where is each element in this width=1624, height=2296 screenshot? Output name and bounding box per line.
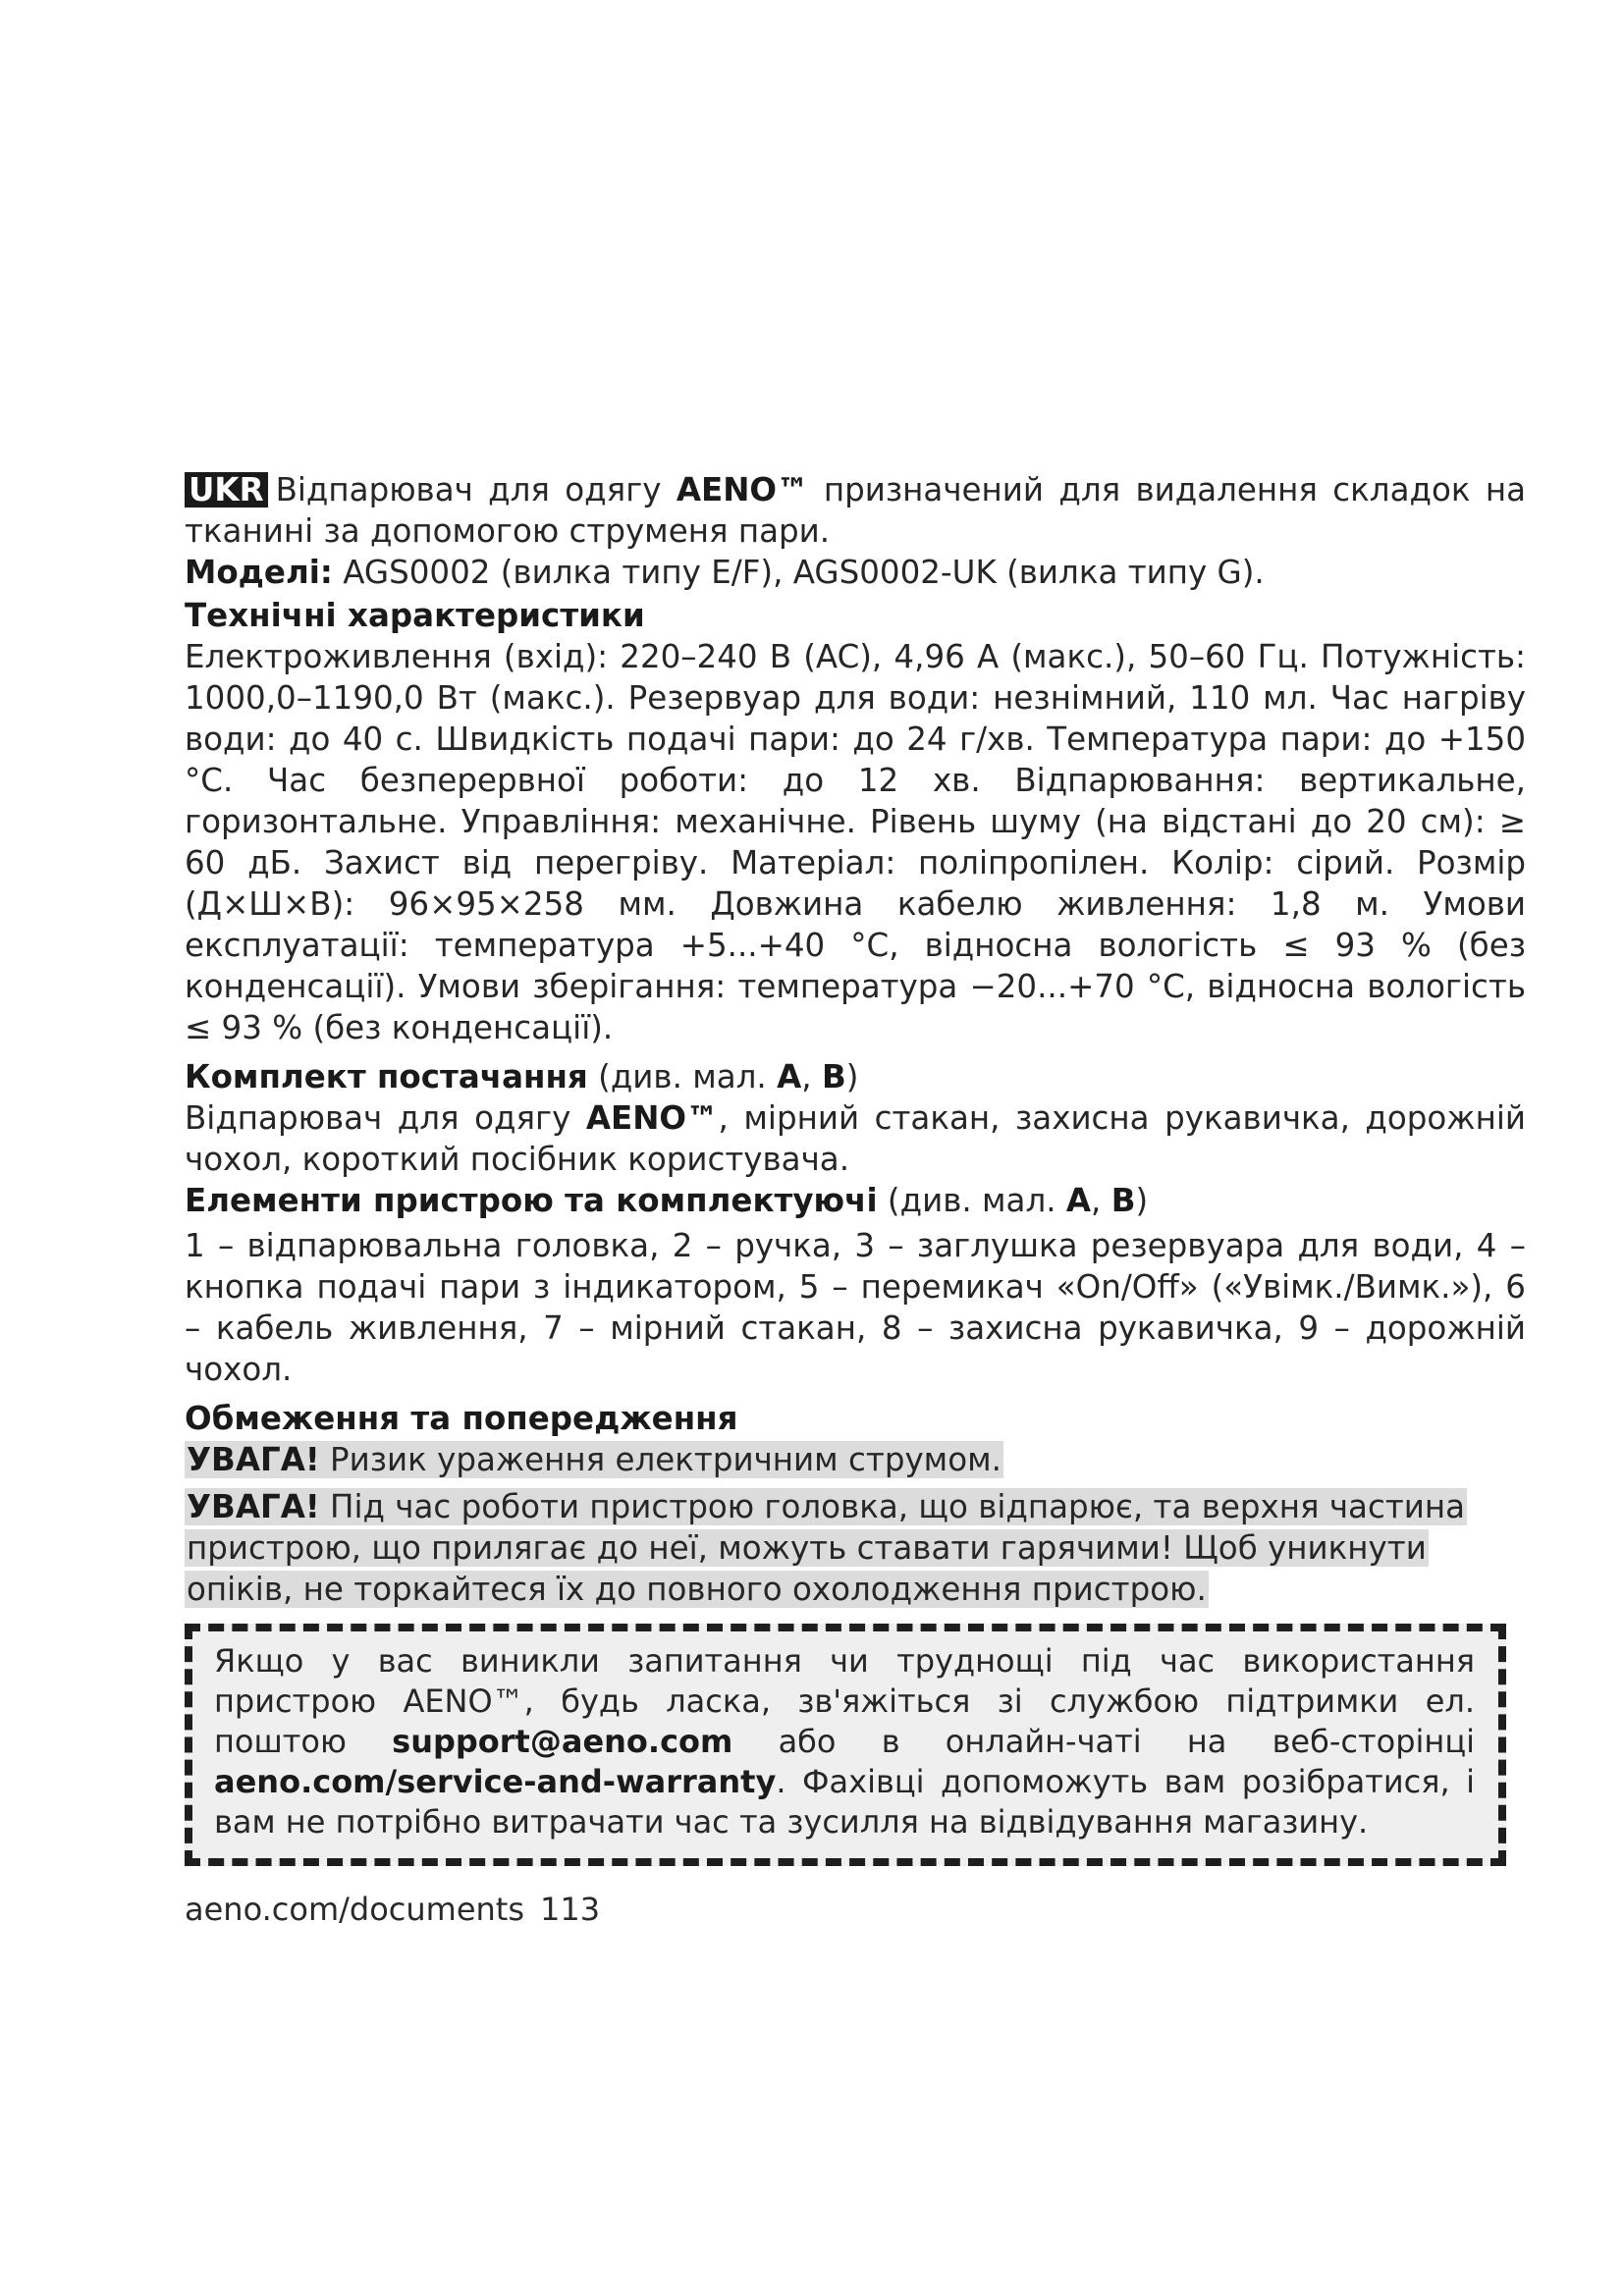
warning-highlight-2 xyxy=(185,1488,1467,1608)
package-ref-prefix: (див. мал. xyxy=(587,1058,778,1095)
page-footer xyxy=(185,1890,1526,1929)
support-text-1: Якщо у вас виникли запитання чи труднощі під час використання пристрою AENO™, будь ласка, зв'яжіться зі службою підтримки ел. поштою xyxy=(214,1642,1475,1760)
intro-text-start: Відпарювач для одягу xyxy=(275,471,677,508)
support-url-link[interactable]: aeno.com/service-and-warranty xyxy=(214,1763,777,1800)
manual-page xyxy=(185,469,1526,1929)
specs-title: Технічні характеристики xyxy=(185,597,645,634)
language-badge: UKR xyxy=(185,472,268,507)
models-line xyxy=(185,552,1526,593)
package-text-end: , мірний стакан, захисна рукавичка, дорожній чохол, короткий посібник користувача. xyxy=(185,1099,1526,1178)
package-ref-suffix: ) xyxy=(845,1058,859,1095)
elements-heading xyxy=(185,1180,1526,1221)
elements-ref-a: A xyxy=(1065,1182,1092,1219)
intro-paragraph xyxy=(185,469,1526,552)
warning-text-2: Під час роботи пристрою головка, що відпарює, та верхня частина пристрою, що прилягає до неї, можуть ставати гарячими! Щоб уникнути опіків, не торкайтеся їх до повного охолодження пристрою. xyxy=(187,1488,1466,1608)
page-number: 113 xyxy=(540,1891,601,1928)
package-ref-b: B xyxy=(821,1058,846,1095)
specs-text: Електроживлення (вхід): 220–240 В (AC), 4,96 А (макс.), 50–60 Гц. Потужність: 1000,0–1190,0 Вт (макс.). Резервуар для води: незнімний, 110 мл. Час нагріву води: до 40 с. Швидкість подачі пари: до 24 г/хв. Температура пари: до +150 °C. Час безперервної роботи: до 12 хв. Відпарювання: вертикальне, горизонтальне. Управління: механічне. Рівень шуму (на відстані до 20 см): ≥ 60 дБ. Захист від перегріву. Матеріал: поліпропілен. Колір: сірий. Розмір (Д×Ш×В): 96×95×258 мм. Довжина кабелю живлення: 1,8 м. Умови експлуатації: температура +5...+40 °C, відносна вологість ≤ 93 % (без конденсації). Умови зберігання: температура −20...+70 °C, відносна вологість ≤ 93 % (без конденсації). xyxy=(185,638,1526,1046)
warning-label-2: УВАГА! xyxy=(187,1488,320,1525)
support-text-3: . Фахівці допоможуть вам розібратися, і вам не потрібно витрачати час та зусилля на відвідування магазину. xyxy=(214,1763,1475,1841)
elements-ref-suffix: ) xyxy=(1135,1182,1149,1219)
warning-item-2 xyxy=(185,1486,1526,1610)
support-text-2: або в онлайн-чаті на веб-сторінці xyxy=(732,1723,1475,1760)
elements-ref-prefix: (див. мал. xyxy=(877,1182,1066,1219)
warnings-title: Обмеження та попередження xyxy=(185,1400,738,1437)
elements-ref-b: B xyxy=(1110,1182,1136,1219)
elements-ref-sep: , xyxy=(1091,1182,1111,1219)
support-notice-box xyxy=(185,1624,1506,1866)
package-text-start: Відпарювач для одягу xyxy=(185,1099,586,1137)
package-text xyxy=(185,1097,1526,1180)
warning-label-1: УВАГА! xyxy=(187,1441,320,1478)
package-title: Комплект постачання xyxy=(185,1058,588,1095)
elements-text: 1 – відпарювальна головка, 2 – ручка, 3 – заглушка резервуара для води, 4 – кнопка подачі пари з індикатором, 5 – перемикач «On/Off» («Увімк./Вимк.»), 6 – кабель живлення, 7 – мірний стакан, 8 – захисна рукавичка, 9 – дорожній чохол. xyxy=(185,1227,1526,1388)
warning-highlight-1 xyxy=(185,1441,1003,1478)
package-brand: AENO™ xyxy=(585,1099,719,1137)
footer-site-link[interactable]: aeno.com/documents xyxy=(185,1891,525,1928)
intro-brand: AENO™ xyxy=(676,471,809,508)
elements-title: Елементи пристрою та комплектуючі xyxy=(185,1182,878,1219)
models-label: Моделі: xyxy=(185,554,333,591)
models-text: AGS0002 (вилка типу E/F), AGS0002-UK (вилка типу G). xyxy=(332,554,1265,591)
package-ref-a: A xyxy=(777,1058,802,1095)
support-email-link[interactable]: support@aeno.com xyxy=(392,1723,733,1760)
warning-item-1 xyxy=(185,1439,1526,1480)
package-ref-sep: , xyxy=(801,1058,822,1095)
intro-text-end: призначений для видалення складок на тканині за допомогою струменя пари. xyxy=(185,471,1526,550)
package-heading xyxy=(185,1056,1526,1097)
warning-text-1: Ризик ураження електричним струмом. xyxy=(319,1441,1001,1478)
